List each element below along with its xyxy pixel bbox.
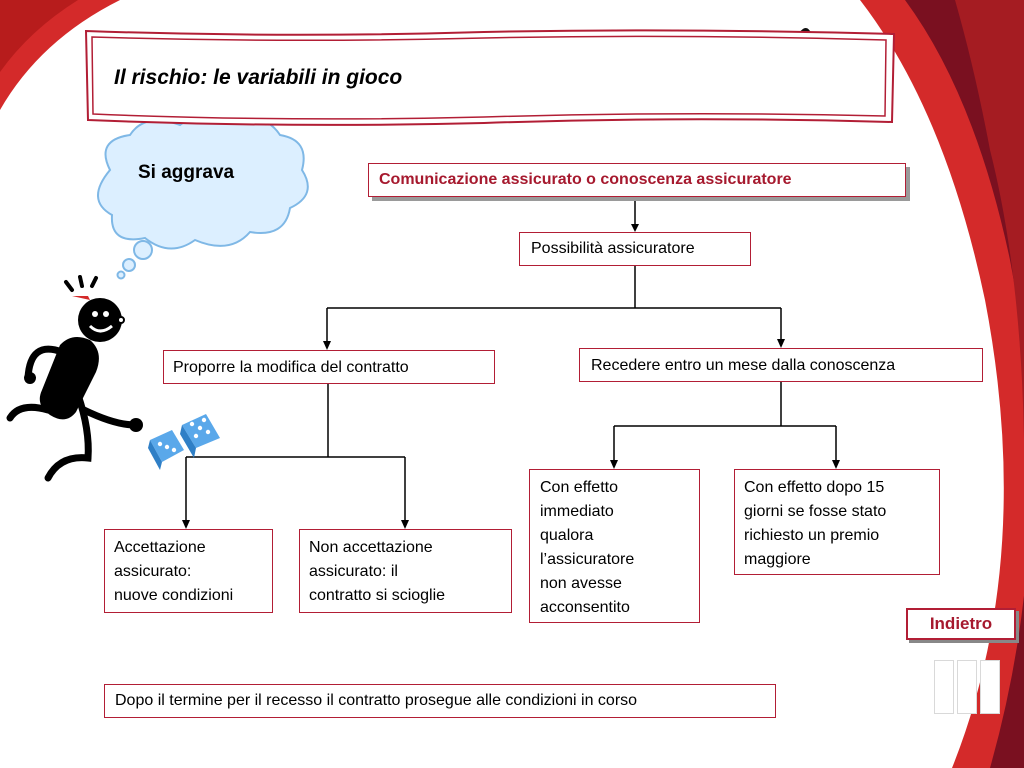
node-line: Accettazione: [114, 539, 206, 556]
node-line: non avesse: [540, 575, 622, 592]
nav-bar-3: [980, 660, 1000, 714]
node-line: contratto si scioglie: [309, 587, 446, 604]
node-recedere: Recedere entro un mese dalla conoscenza: [579, 348, 983, 382]
cloud-label: Si aggrava: [138, 162, 235, 183]
node-line: nuove condizioni: [114, 587, 234, 604]
thought-cloud: [98, 114, 308, 278]
node-effetto-dopo-15: [734, 469, 940, 575]
node-line: Con effetto: [540, 479, 618, 496]
node-line: qualora: [540, 527, 594, 544]
node-accettazione: [104, 529, 273, 613]
node-effetto-immediato: [529, 469, 700, 623]
node-line: l’assicuratore: [540, 551, 635, 568]
node-proporre-modifica: Proporre la modifica del contratto: [163, 350, 495, 384]
back-button[interactable]: Indietro: [906, 608, 1016, 640]
node-line: giorni se fosse stato: [744, 503, 887, 520]
node-line: acconsentito: [540, 599, 630, 616]
node-line: richiesto un premio: [744, 527, 880, 544]
node-line: assicurato: il: [309, 563, 398, 580]
nav-bar-1: [934, 660, 954, 714]
node-line: Con effetto dopo 15: [744, 479, 885, 496]
node-line: immediato: [540, 503, 614, 520]
node-non-accettazione: [299, 529, 512, 613]
nav-bar-2: [957, 660, 977, 714]
node-line: Non accettazione: [309, 539, 433, 556]
node-line: assicurato:: [114, 563, 192, 580]
page-title: Il rischio: le variabili in gioco: [114, 66, 403, 89]
node-possibilita: Possibilità assicuratore: [519, 232, 751, 266]
node-line: maggiore: [744, 551, 811, 568]
footer-note: Dopo il termine per il recesso il contratto prosegue alle condizioni in corso: [104, 684, 776, 718]
node-comunicazione: Comunicazione assicurato o conoscenza assicuratore: [368, 163, 906, 197]
dice-icon: [148, 414, 220, 470]
